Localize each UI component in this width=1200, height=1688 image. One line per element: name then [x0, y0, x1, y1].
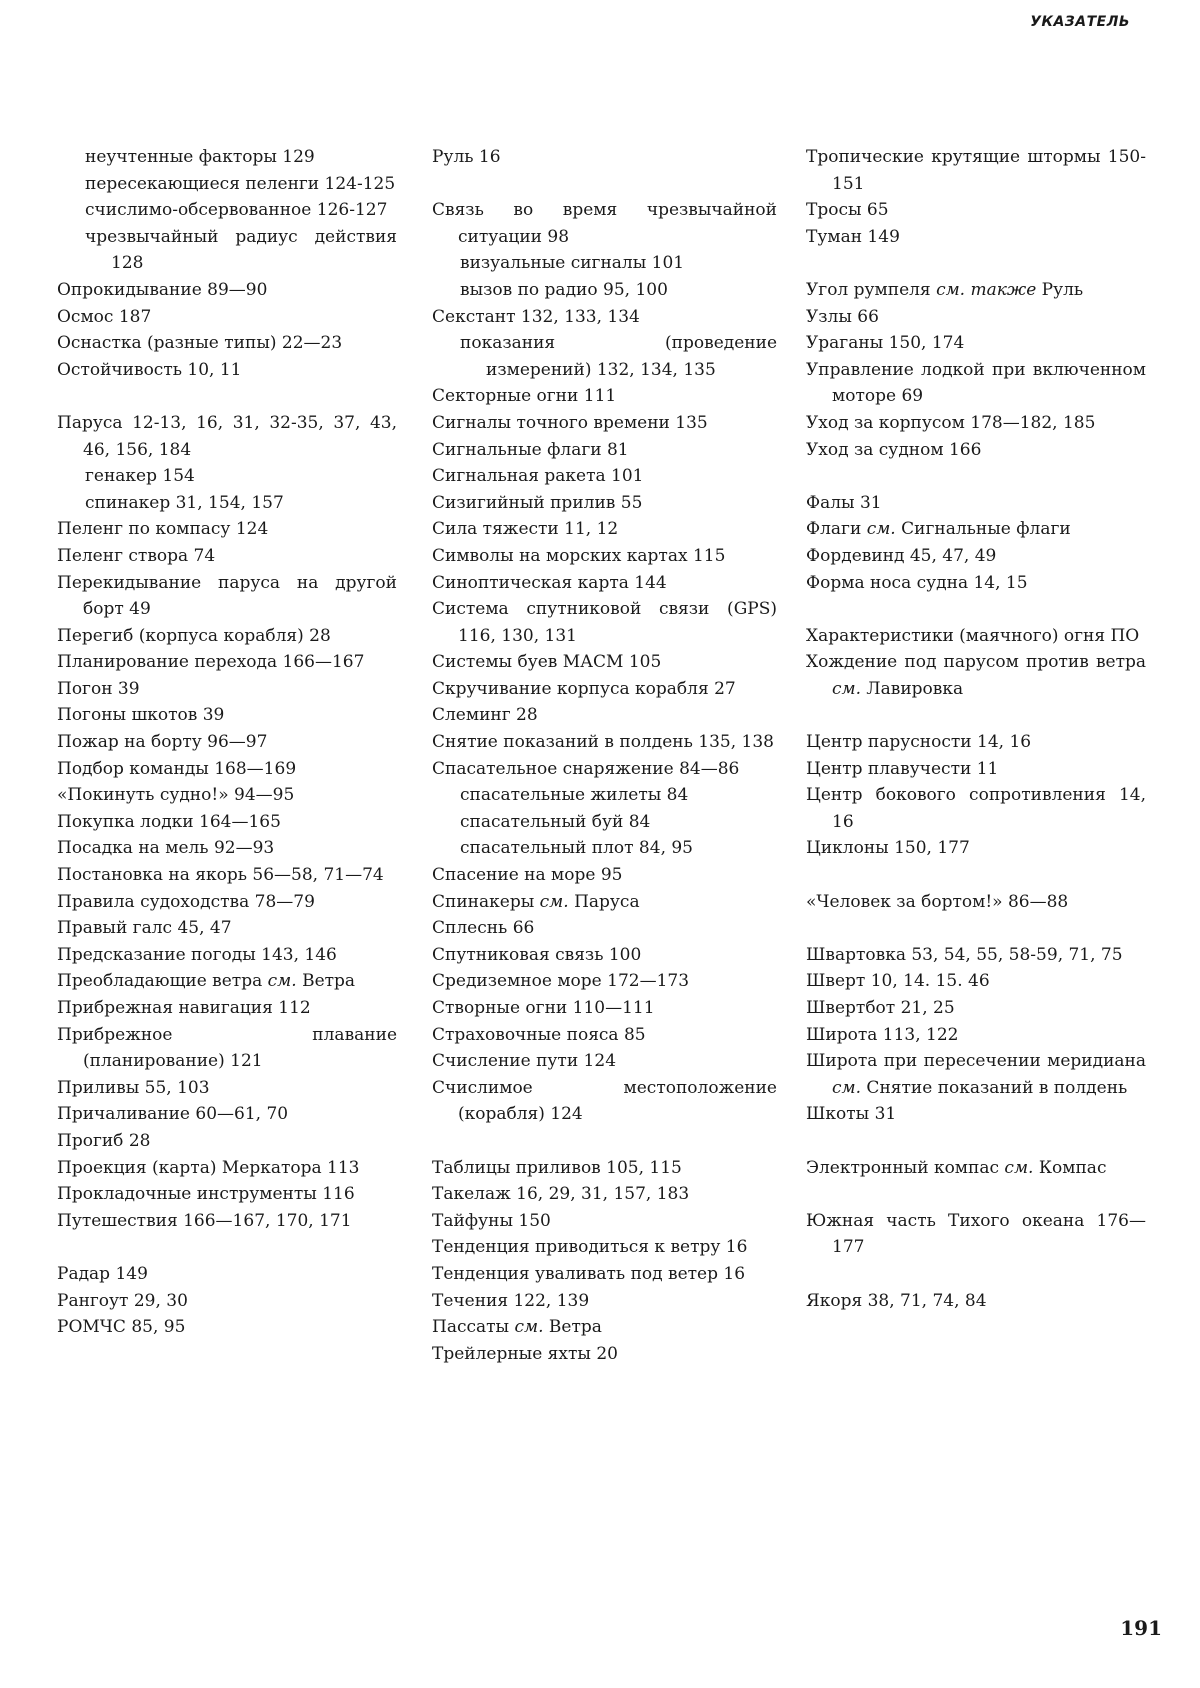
index-entry: Покупка лодки 164—165	[57, 809, 397, 836]
index-entry: Система спутниковой связи (GPS) 116, 130, 131	[432, 596, 777, 649]
index-entry: Шкоты 31	[806, 1101, 1146, 1128]
index-entry: Пожар на борту 96—97	[57, 729, 397, 756]
index-entry: Прогиб 28	[57, 1128, 397, 1155]
index-entry: Сплеснь 66	[432, 915, 777, 942]
index-entry: Пассаты см. Ветра	[432, 1314, 777, 1341]
index-entry: Тропические крутящие штормы 150-151	[806, 144, 1146, 197]
index-entry: Приливы 55, 103	[57, 1075, 397, 1102]
index-entry: Перегиб (корпуса корабля) 28	[57, 623, 397, 650]
index-subentry: спасательные жилеты 84	[432, 782, 777, 809]
page-number: 191	[1120, 1616, 1162, 1640]
index-entry: Прибрежное плавание (планирование) 121	[57, 1022, 397, 1075]
index-entry: «Человек за бортом!» 86—88	[806, 889, 1146, 916]
index-entry: Секторные огни 111	[432, 383, 777, 410]
index-entry: Счисление пути 124	[432, 1048, 777, 1075]
index-entry: Угол румпеля см. также Руль	[806, 277, 1146, 304]
index-entry: Трейлерные яхты 20	[432, 1341, 777, 1368]
index-entry: Причаливание 60—61, 70	[57, 1101, 397, 1128]
index-entry: Спасение на море 95	[432, 862, 777, 889]
running-head: УКАЗАТЕЛЬ	[1030, 14, 1130, 30]
see-reference: см.	[514, 1317, 543, 1337]
index-entry: Счислимое местоположение (корабля) 124	[432, 1075, 777, 1128]
see-reference: см.	[1004, 1158, 1033, 1178]
index-subentry: показания (проведение измерений) 132, 134, 135	[432, 330, 777, 383]
index-entry: Пеленг створа 74	[57, 543, 397, 570]
index-entry: Опрокидывание 89—90	[57, 277, 397, 304]
index-entry: Швертбот 21, 25	[806, 995, 1146, 1022]
index-subentry: генакер 154	[57, 463, 397, 490]
index-subentry: неучтенные факторы 129	[57, 144, 397, 171]
index-entry: Фалы 31	[806, 490, 1146, 517]
index-column-3	[806, 144, 1146, 1314]
index-entry: Проекция (карта) Меркатора 113	[57, 1155, 397, 1182]
index-subentry: пересекающиеся пеленги 124-125	[57, 171, 397, 198]
index-entry: «Покинуть судно!» 94—95	[57, 782, 397, 809]
index-entry: Постановка на якорь 56—58, 71—74	[57, 862, 397, 889]
index-entry: Течения 122, 139	[432, 1288, 777, 1315]
index-entry: Сигнальные флаги 81	[432, 437, 777, 464]
index-entry: Прибрежная навигация 112	[57, 995, 397, 1022]
index-entry: Посадка на мель 92—93	[57, 835, 397, 862]
index-entry: Фордевинд 45, 47, 49	[806, 543, 1146, 570]
index-subentry: счислимо-обсервованное 126-127	[57, 197, 397, 224]
index-subentry: спасательный буй 84	[432, 809, 777, 836]
index-entry: Средиземное море 172—173	[432, 968, 777, 995]
index-column-2	[432, 144, 777, 1367]
index-entry: Широта при пересечении меридиана см. Снятие показаний в полдень	[806, 1048, 1146, 1101]
index-entry: Спасательное снаряжение 84—86	[432, 756, 777, 783]
index-entry: Рангоут 29, 30	[57, 1288, 397, 1315]
index-entry: Циклоны 150, 177	[806, 835, 1146, 862]
index-subentry: спасательный плот 84, 95	[432, 835, 777, 862]
index-entry: Шверт 10, 14. 15. 46	[806, 968, 1146, 995]
index-entry: Погон 39	[57, 676, 397, 703]
index-entry: Швартовка 53, 54, 55, 58-59, 71, 75	[806, 942, 1146, 969]
index-entry: Слеминг 28	[432, 702, 777, 729]
index-entry: Правила судоходства 78—79	[57, 889, 397, 916]
see-reference: см.	[867, 519, 896, 539]
index-entry: РОМЧС 85, 95	[57, 1314, 397, 1341]
index-entry: Широта 113, 122	[806, 1022, 1146, 1049]
index-entry: Системы буев МАСМ 105	[432, 649, 777, 676]
index-entry: Остойчивость 10, 11	[57, 357, 397, 384]
index-entry: Хождение под парусом против ветра см. Лавировка	[806, 649, 1146, 702]
index-entry: Предсказание погоды 143, 146	[57, 942, 397, 969]
index-entry: Секстант 132, 133, 134	[432, 304, 777, 331]
index-subentry: визуальные сигналы 101	[432, 250, 777, 277]
index-entry: Узлы 66	[806, 304, 1146, 331]
index-subentry: вызов по радио 95, 100	[432, 277, 777, 304]
index-entry: Синоптическая карта 144	[432, 570, 777, 597]
index-entry: Характеристики (маячного) огня ПО	[806, 623, 1146, 650]
index-entry: Погоны шкотов 39	[57, 702, 397, 729]
index-entry: Правый галс 45, 47	[57, 915, 397, 942]
index-entry: Планирование перехода 166—167	[57, 649, 397, 676]
index-entry: Створные огни 110—111	[432, 995, 777, 1022]
index-entry: Руль 16	[432, 144, 777, 171]
index-entry: Тенденция приводиться к ветру 16	[432, 1234, 777, 1261]
index-entry: Центр бокового сопротивления 14, 16	[806, 782, 1146, 835]
index-entry: Уход за корпусом 178—182, 185	[806, 410, 1146, 437]
index-entry: Пеленг по компасу 124	[57, 516, 397, 543]
index-entry: Путешествия 166—167, 170, 171	[57, 1208, 397, 1235]
index-entry: Символы на морских картах 115	[432, 543, 777, 570]
index-entry: Оснастка (разные типы) 22—23	[57, 330, 397, 357]
index-entry: Уход за судном 166	[806, 437, 1146, 464]
index-entry: Центр плавучести 11	[806, 756, 1146, 783]
index-entry: Туман 149	[806, 224, 1146, 251]
index-entry: Таблицы приливов 105, 115	[432, 1155, 777, 1182]
index-entry: Паруса 12-13, 16, 31, 32-35, 37, 43, 46, 156, 184	[57, 410, 397, 463]
index-entry: Флаги см. Сигнальные флаги	[806, 516, 1146, 543]
index-entry: Тайфуны 150	[432, 1208, 777, 1235]
index-entry: Преобладающие ветра см. Ветра	[57, 968, 397, 995]
index-entry: Электронный компас см. Компас	[806, 1155, 1146, 1182]
index-entry: Ураганы 150, 174	[806, 330, 1146, 357]
see-reference: см. также	[936, 280, 1036, 300]
index-entry: Снятие показаний в полдень 135, 138	[432, 729, 777, 756]
index-entry: Форма носа судна 14, 15	[806, 570, 1146, 597]
see-reference: см.	[540, 892, 569, 912]
see-reference: см.	[268, 971, 297, 991]
see-reference: см.	[832, 1078, 861, 1098]
index-entry: Тросы 65	[806, 197, 1146, 224]
index-entry: Сигналы точного времени 135	[432, 410, 777, 437]
index-entry: Якоря 38, 71, 74, 84	[806, 1288, 1146, 1315]
index-entry: Спинакеры см. Паруса	[432, 889, 777, 916]
index-entry: Сигнальная ракета 101	[432, 463, 777, 490]
index-entry: Скручивание корпуса корабля 27	[432, 676, 777, 703]
index-entry: Страховочные пояса 85	[432, 1022, 777, 1049]
index-subentry: спинакер 31, 154, 157	[57, 490, 397, 517]
see-reference: см.	[832, 679, 861, 699]
index-entry: Такелаж 16, 29, 31, 157, 183	[432, 1181, 777, 1208]
index-column-1	[57, 144, 397, 1341]
index-entry: Связь во время чрезвычайной ситуации 98	[432, 197, 777, 250]
index-entry: Сила тяжести 11, 12	[432, 516, 777, 543]
index-entry: Перекидывание паруса на другой борт 49	[57, 570, 397, 623]
index-entry: Радар 149	[57, 1261, 397, 1288]
index-entry: Осмос 187	[57, 304, 397, 331]
index-entry: Центр парусности 14, 16	[806, 729, 1146, 756]
index-entry: Сизигийный прилив 55	[432, 490, 777, 517]
index-entry: Прокладочные инструменты 116	[57, 1181, 397, 1208]
index-entry: Тенденция уваливать под ветер 16	[432, 1261, 777, 1288]
index-subentry: чрезвычайный радиус действия 128	[57, 224, 397, 277]
index-entry: Управление лодкой при включенном моторе 69	[806, 357, 1146, 410]
index-entry: Южная часть Тихого океана 176—177	[806, 1208, 1146, 1261]
index-entry: Спутниковая связь 100	[432, 942, 777, 969]
index-entry: Подбор команды 168—169	[57, 756, 397, 783]
